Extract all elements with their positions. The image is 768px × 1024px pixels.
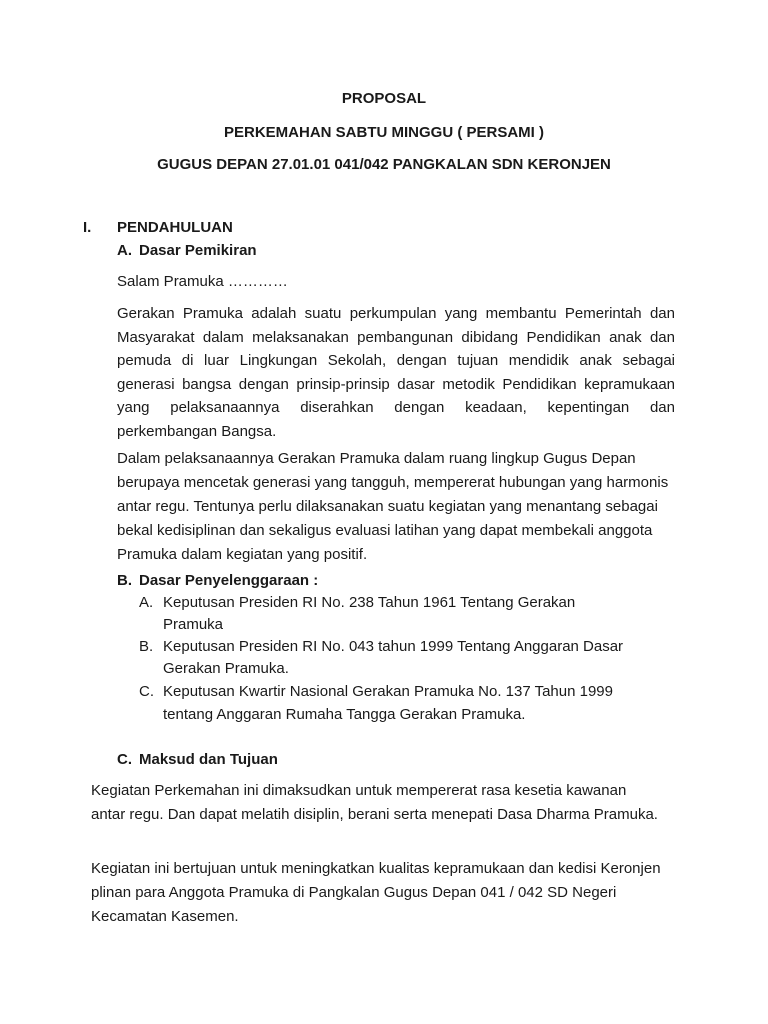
list-item-text: Gerakan Pramuka. [163, 660, 289, 677]
paragraph-pemikiran-1: Gerakan Pramuka adalah suatu perkumpulan yang membantu Pemerintah dan Masyarakat dalam melaksanakan pembangunan dibidang Pendidikan anak dan pemuda di luar Lingkungan Sekolah, dengan tujuan mendidik anak sebagai generasi bangsa dengan prinsip-prinsip dasar metodik Pendidikan kepramukaan yang pelaksanaannya diserahkan dengan keadaan, kepentingan dan perkembangan Bangsa. [117, 305, 675, 440]
list-item-text: Keputusan Presiden RI No. 238 Tahun 1961 Tentang Gerakan [163, 594, 576, 611]
paragraph-maksud: Kegiatan Perkemahan ini dimaksudkan untuk mempererat rasa kesetia kawanan antar regu. Dan dapat melatih disiplin, berani serta menepati Dasa Dharma Pramuka. [91, 782, 658, 823]
section-number: I. [83, 219, 92, 236]
doc-organization: GUGUS DEPAN 27.01.01 041/042 PANGKALAN SDN KERONJEN [157, 156, 611, 173]
doc-title: PROPOSAL [341, 90, 427, 107]
subsection-a-label: A. [117, 242, 132, 259]
subsection-b-heading: Dasar Penyelenggaraan : [139, 572, 319, 589]
paragraph-tujuan: Kegiatan ini bertujuan untuk meningkatkan kualitas kepramukaan dan kedisi Keronjen plinan para Anggota Pramuka di Pangkalan Gugus Depan 041 / 042 SD Negeri Kecamatan Kasemen. [91, 860, 661, 925]
list-item-label: A. [139, 594, 154, 611]
section-heading: PENDAHULUAN [117, 219, 233, 236]
list-item-text: tentang Anggaran Rumaha Tangga Gerakan Pramuka. [163, 706, 526, 723]
list-item-label: B. [139, 638, 154, 655]
list-item-text: Keputusan Kwartir Nasional Gerakan Pramuka No. 137 Tahun 1999 [163, 683, 613, 700]
doc-subtitle: PERKEMAHAN SABTU MINGGU ( PERSAMI ) [223, 124, 544, 141]
subsection-c-heading: Maksud dan Tujuan [139, 751, 278, 768]
list-item-text: Pramuka [163, 616, 224, 633]
paragraph-pemikiran-2: Dalam pelaksanaannya Gerakan Pramuka dalam ruang lingkup Gugus Depan berupaya mencetak generasi yang tangguh, mempererat hubungan yang harmonis antar regu. Tentunya perlu dilaksanakan suatu kegiatan yang menantang sebagai bekal kedisiplinan dan sekaligus evaluasi latihan yang dapat membekali anggota Pramuka dalam kegiatan yang positif. [117, 450, 669, 563]
subsection-c-label: C. [117, 751, 132, 768]
list-item-label: C. [139, 683, 154, 700]
subsection-a-heading: Dasar Pemikiran [139, 242, 257, 259]
list-item-text: Keputusan Presiden RI No. 043 tahun 1999 Tentang Anggaran Dasar [163, 638, 624, 655]
subsection-b-label: B. [117, 572, 132, 589]
greeting: Salam Pramuka ………… [117, 273, 288, 290]
